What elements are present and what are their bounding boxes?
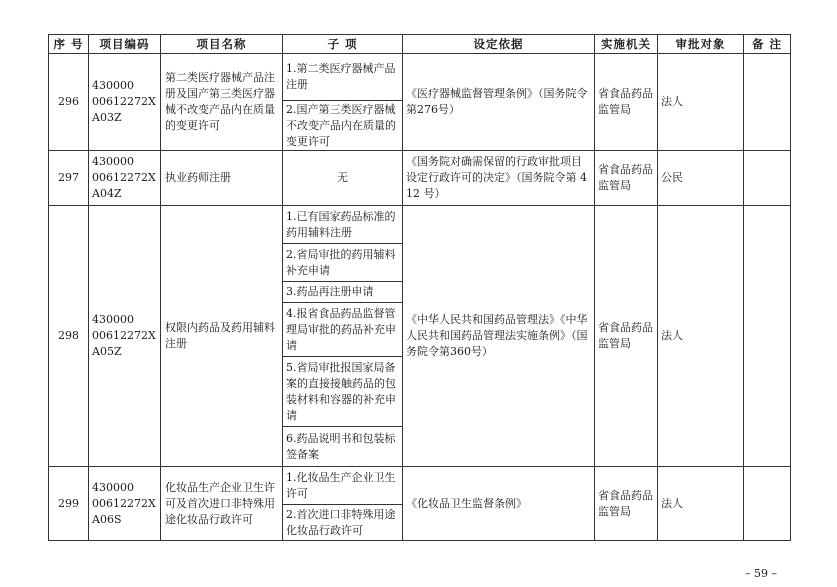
row-target: 法人	[658, 206, 744, 467]
code-line: A04Z	[92, 187, 122, 200]
header-target: 审批对象	[658, 35, 744, 54]
row-note	[744, 467, 791, 541]
row-basis: 《化妆品卫生监督条例》	[403, 467, 595, 541]
row-code	[89, 206, 161, 467]
row-target: 公民	[658, 151, 744, 206]
row-subitem: 2.首次进口非特殊用途化妆品行政许可	[283, 505, 403, 541]
row-subitem: 无	[283, 151, 403, 206]
approval-items-table	[48, 34, 791, 541]
code-line: 00612272X	[92, 329, 156, 342]
row-target: 法人	[658, 54, 744, 151]
row-no: 299	[49, 467, 89, 541]
code-line: 430000	[92, 79, 134, 92]
row-no: 297	[49, 151, 89, 206]
row-no: 296	[49, 54, 89, 151]
row-subitem: 2.省局审批的药用辅料补充申请	[283, 244, 403, 282]
header-agency: 实施机关	[595, 35, 658, 54]
table-header-row	[49, 35, 791, 54]
table-row	[49, 151, 791, 206]
row-agency: 省食品药品监管局	[595, 206, 658, 467]
row-code	[89, 151, 161, 206]
code-line: 00612272X	[92, 171, 156, 184]
code-line: 430000	[92, 480, 134, 494]
table-row	[49, 467, 791, 505]
row-code	[89, 467, 161, 541]
row-subitem: 1.第二类医疗器械产品注册	[283, 54, 403, 101]
row-note	[744, 151, 791, 206]
header-note: 备 注	[744, 35, 791, 54]
code-line: A05Z	[92, 345, 122, 358]
row-agency: 省食品药品监管局	[595, 151, 658, 206]
row-basis: 《中华人民共和国药品管理法》《中华人民共和国药品管理法实施条例》（国务院令第360号）	[403, 206, 595, 467]
row-note	[744, 206, 791, 467]
table-row	[49, 206, 791, 244]
row-subitem: 4.报省食品药品监督管理局审批的药品补充申请	[283, 303, 403, 357]
table-row	[49, 54, 791, 101]
code-line: 00612272X	[92, 496, 156, 510]
page-number: – 59 –	[745, 567, 777, 580]
code-line: 430000	[92, 155, 134, 168]
row-subitem: 1.化妆品生产企业卫生许可	[283, 467, 403, 505]
row-no: 298	[49, 206, 89, 467]
row-name: 第二类医疗器械产品注册及国产第三类医疗器械不改变产品内在质量的变更许可	[161, 54, 283, 151]
row-name: 化妆品生产企业卫生许可及首次进口非特殊用途化妆品行政许可	[161, 467, 283, 541]
row-note	[744, 54, 791, 151]
header-basis: 设定依据	[403, 35, 595, 54]
row-target: 法人	[658, 467, 744, 541]
code-line: 00612272X	[92, 95, 156, 108]
header-code: 项目编码	[89, 35, 161, 54]
row-subitem: 5.省局审批报国家局备案的直接接触药品的包装材料和容器的补充申请	[283, 357, 403, 427]
row-basis: 《国务院对确需保留的行政审批项目设定行政许可的决定》（国务院令第 412 号）	[403, 151, 595, 206]
code-line: A03Z	[92, 111, 122, 124]
row-subitem: 6.药品说明书和包装标签备案	[283, 427, 403, 467]
row-name: 权限内药品及药用辅料注册	[161, 206, 283, 467]
header-name: 项目名称	[161, 35, 283, 54]
row-agency: 省食品药品监管局	[595, 54, 658, 151]
code-line: 430000	[92, 313, 134, 326]
header-no: 序 号	[49, 35, 89, 54]
row-basis: 《医疗器械监督管理条例》（国务院令第276号）	[403, 54, 595, 151]
header-subitem: 子 项	[283, 35, 403, 54]
row-code	[89, 54, 161, 151]
row-name: 执业药师注册	[161, 151, 283, 206]
row-subitem: 3.药品再注册申请	[283, 282, 403, 303]
row-subitem: 2.国产第三类医疗器械不改变产品内在质量的变更许可	[283, 101, 403, 151]
row-subitem: 1.已有国家药品标准的药用辅料注册	[283, 206, 403, 244]
code-line: A06S	[92, 512, 122, 526]
row-agency: 省食品药品监管局	[595, 467, 658, 541]
